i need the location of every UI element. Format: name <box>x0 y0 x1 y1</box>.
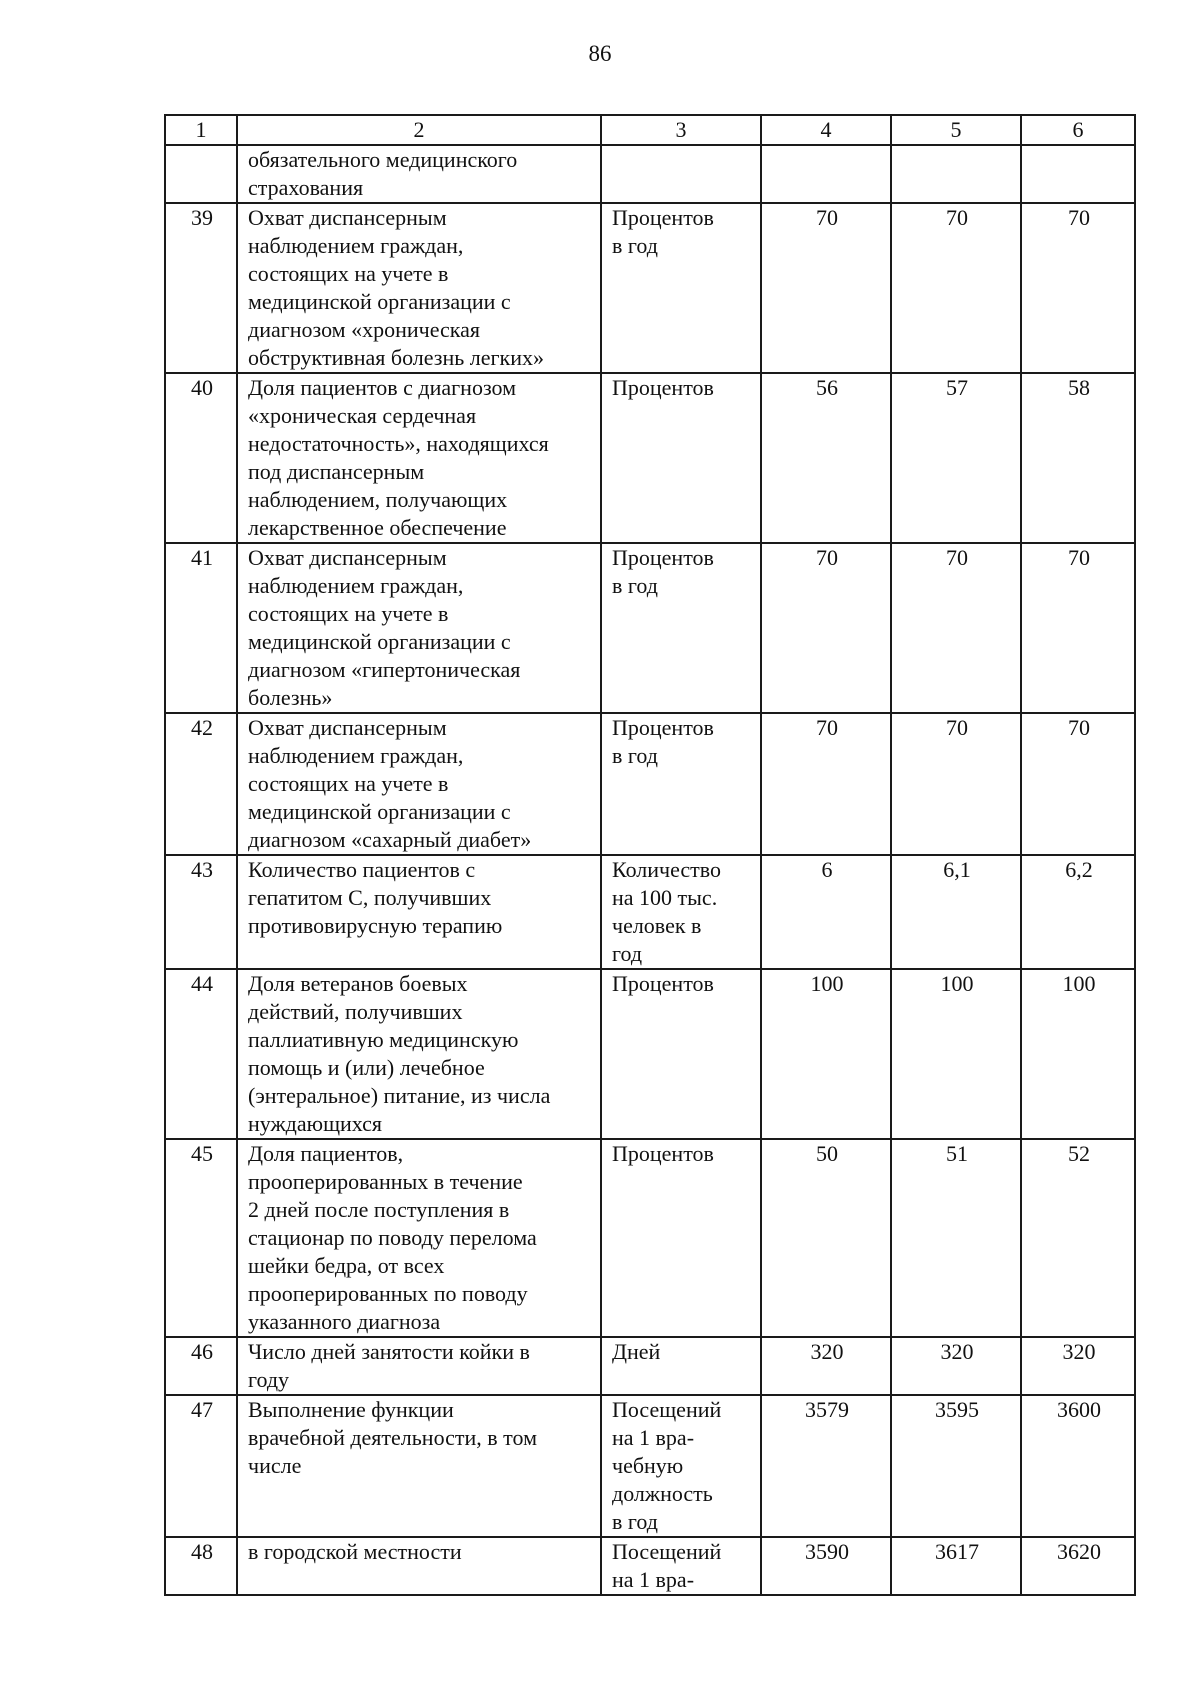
row-number: 40 <box>165 373 237 543</box>
row-number: 48 <box>165 1537 237 1595</box>
table-row <box>165 543 1135 713</box>
unit: Процентов в год <box>601 203 761 373</box>
value-col-5: 70 <box>891 543 1021 713</box>
header-col-2: 2 <box>237 115 601 145</box>
row-number: 39 <box>165 203 237 373</box>
table-header <box>165 115 1135 145</box>
table-row <box>165 969 1135 1139</box>
value-col-5: 70 <box>891 203 1021 373</box>
row-number: 45 <box>165 1139 237 1337</box>
indicator-name: Доля пациентов, прооперированных в течение 2 дней после поступления в стационар по поводу перелома шейки бедра, от всех прооперированных по поводу указанного диагноза <box>237 1139 601 1337</box>
value-col-4: 3590 <box>761 1537 891 1595</box>
indicator-name: Число дней занятости койки в году <box>237 1337 601 1395</box>
value-col-4: 100 <box>761 969 891 1139</box>
table-row <box>165 145 1135 203</box>
value-col-5: 3595 <box>891 1395 1021 1537</box>
unit: Посещений на 1 вра- <box>601 1537 761 1595</box>
value-col-6: 3600 <box>1021 1395 1135 1537</box>
indicator-name: Доля пациентов с диагнозом «хроническая сердечная недостаточность», находящихся под диспансерным наблюдением, получающих лекарственное обеспечение <box>237 373 601 543</box>
value-col-6: 70 <box>1021 713 1135 855</box>
value-col-6: 52 <box>1021 1139 1135 1337</box>
unit: Процентов в год <box>601 543 761 713</box>
page-number: 86 <box>588 41 612 66</box>
unit <box>601 145 761 203</box>
header-col-4: 4 <box>761 115 891 145</box>
row-number: 46 <box>165 1337 237 1395</box>
table-row <box>165 855 1135 969</box>
row-number: 43 <box>165 855 237 969</box>
table-row <box>165 203 1135 373</box>
value-col-4: 70 <box>761 713 891 855</box>
value-col-5: 100 <box>891 969 1021 1139</box>
indicator-name: Количество пациентов с гепатитом С, получивших противовирусную терапию <box>237 855 601 969</box>
indicators-table <box>164 114 1136 1596</box>
value-col-5: 6,1 <box>891 855 1021 969</box>
table-row <box>165 1139 1135 1337</box>
table-row <box>165 1537 1135 1595</box>
indicator-name: Охват диспансерным наблюдением граждан, состоящих на учете в медицинской организации с диагнозом «гипертоническая болезнь» <box>237 543 601 713</box>
value-col-6: 3620 <box>1021 1537 1135 1595</box>
unit: Количество на 100 тыс. человек в год <box>601 855 761 969</box>
value-col-5: 3617 <box>891 1537 1021 1595</box>
value-col-4: 6 <box>761 855 891 969</box>
unit: Процентов <box>601 373 761 543</box>
table-row <box>165 1337 1135 1395</box>
value-col-4: 70 <box>761 203 891 373</box>
row-number: 42 <box>165 713 237 855</box>
value-col-5: 51 <box>891 1139 1021 1337</box>
value-col-6: 6,2 <box>1021 855 1135 969</box>
unit: Процентов <box>601 1139 761 1337</box>
unit: Процентов <box>601 969 761 1139</box>
unit: Процентов в год <box>601 713 761 855</box>
indicator-name: Охват диспансерным наблюдением граждан, состоящих на учете в медицинской организации с диагнозом «сахарный диабет» <box>237 713 601 855</box>
table-row <box>165 373 1135 543</box>
value-col-6: 70 <box>1021 543 1135 713</box>
value-col-6: 320 <box>1021 1337 1135 1395</box>
row-number: 47 <box>165 1395 237 1537</box>
value-col-5: 320 <box>891 1337 1021 1395</box>
indicator-name: Доля ветеранов боевых действий, получивших паллиативную медицинскую помощь и (или) лечебное (энтеральное) питание, из числа нуждающихся <box>237 969 601 1139</box>
table-body <box>165 145 1135 1595</box>
value-col-5 <box>891 145 1021 203</box>
row-number <box>165 145 237 203</box>
header-col-3: 3 <box>601 115 761 145</box>
unit: Дней <box>601 1337 761 1395</box>
value-col-4: 320 <box>761 1337 891 1395</box>
value-col-6: 70 <box>1021 203 1135 373</box>
value-col-5: 70 <box>891 713 1021 855</box>
value-col-6 <box>1021 145 1135 203</box>
table-row <box>165 1395 1135 1537</box>
indicator-name: в городской местности <box>237 1537 601 1595</box>
value-col-4 <box>761 145 891 203</box>
row-number: 44 <box>165 969 237 1139</box>
header-col-1: 1 <box>165 115 237 145</box>
row-number: 41 <box>165 543 237 713</box>
header-row <box>165 115 1135 145</box>
value-col-4: 50 <box>761 1139 891 1337</box>
value-col-6: 58 <box>1021 373 1135 543</box>
indicator-name: обязательного медицинского страхования <box>237 145 601 203</box>
value-col-5: 57 <box>891 373 1021 543</box>
value-col-6: 100 <box>1021 969 1135 1139</box>
indicator-name: Выполнение функции врачебной деятельности, в том числе <box>237 1395 601 1537</box>
value-col-4: 3579 <box>761 1395 891 1537</box>
table-row <box>165 713 1135 855</box>
unit: Посещений на 1 вра- чебную должность в год <box>601 1395 761 1537</box>
indicator-name: Охват диспансерным наблюдением граждан, состоящих на учете в медицинской организации с диагнозом «хроническая обструктивная болезнь легких» <box>237 203 601 373</box>
header-col-5: 5 <box>891 115 1021 145</box>
value-col-4: 56 <box>761 373 891 543</box>
value-col-4: 70 <box>761 543 891 713</box>
header-col-6: 6 <box>1021 115 1135 145</box>
